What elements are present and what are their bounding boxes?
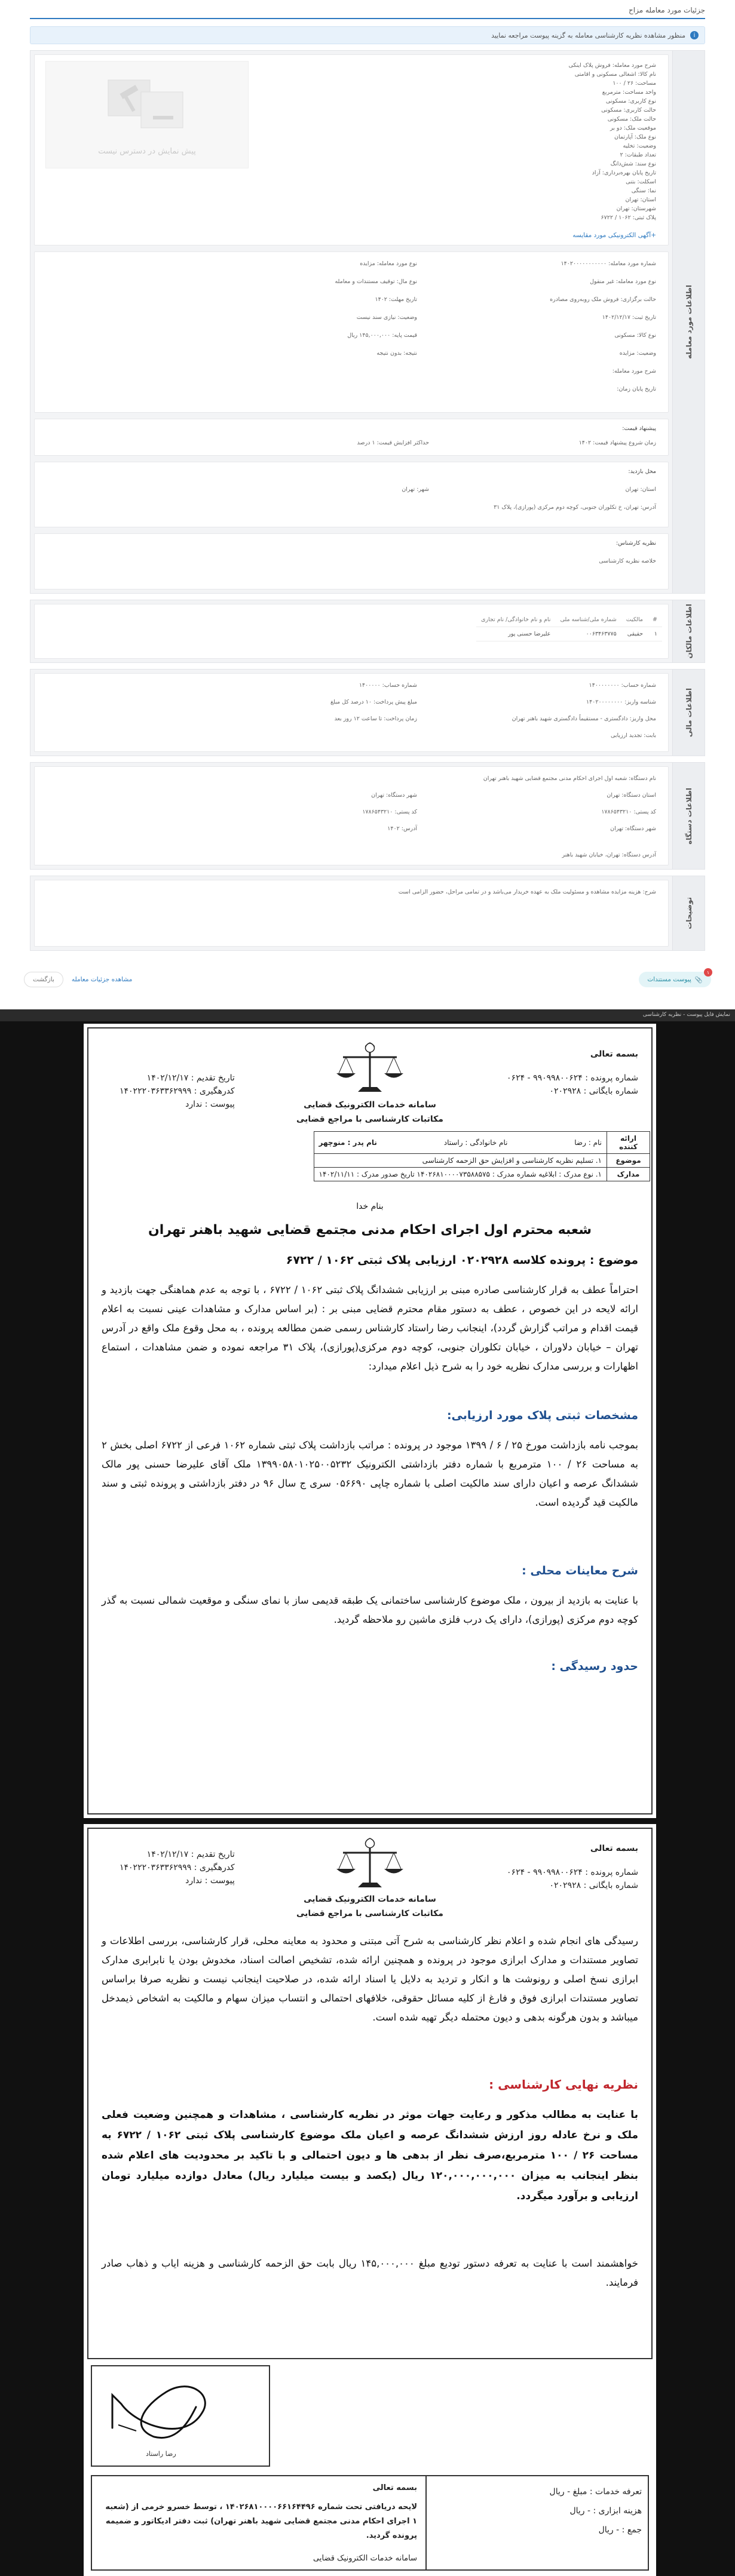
subject-label: موضوع: [607, 1154, 650, 1168]
expert-value: خلاصه نظریه کارشناسی: [599, 558, 656, 564]
documents-value: ۱. نوع مدرک : ابلاغیه شماره مدرک : ۱۴۰۲۶۸۱۰۰۰۰۷۳۵۸۸۵۷۵ تاریخ صدور مدرک : ۱۴۰۲/۱۱/۱۱: [314, 1168, 607, 1181]
documents-label: مدارک: [607, 1168, 650, 1181]
deal-info-right-line: تاریخ ثبت: ۱۴۰۲/۱۲/۱۷: [602, 314, 656, 321]
owners-cell: حقیقی: [621, 627, 648, 641]
document-page-1: [84, 1024, 656, 1818]
page2-attachment-status: پیوست : ندارد: [185, 1876, 235, 1886]
item-summary-line: حالت ملک: مسکونی: [607, 116, 656, 122]
deal-info-right-line: نوع مورد معامله: غیر منقول: [590, 278, 656, 285]
attachments-button[interactable]: [639, 969, 711, 987]
owners-header-cell: #: [648, 613, 662, 627]
receipt-box: [91, 2475, 649, 2571]
device-tab[interactable]: اطلاعات دستگاه: [672, 763, 705, 869]
final-opinion-heading: نظریه نهایی کارشناسی :: [489, 2077, 638, 2092]
attachment-viewer: [0, 1009, 735, 2576]
deal-info-right-line: حالت برگزاری: فروش ملک روبه‌روی مصادره: [550, 296, 656, 303]
file-number: شماره پرونده : ۹۹۰۹۹۸۰۰۶۲۴ - ۰۶۲۴: [507, 1073, 638, 1083]
sender-family: نام خانوادگی : راستاد: [443, 1138, 508, 1147]
notice-text: منظور مشاهده نظریه کارشناسی معامله به گزینه پیوست مراجعه نمایید: [491, 31, 685, 39]
item-summary-line: شرح مورد معامله: فروش پلاک اینکی: [568, 62, 656, 69]
deal-info-left-line: نتیجه: بدون نتیجه: [376, 350, 417, 357]
view-details-link[interactable]: مشاهده جزئیات معامله: [71, 976, 133, 983]
intro-paragraph: احتراماً عطف به قرار کارشناسی صادره مبنی بر ارزیابی ششدانگ پلاک ثبتی ۱۰۶۲ / ۶۷۲۲ ، با توجه به عدم هماهنگی جهت بازدید و ارائه لایحه در این خصوص ، عطف به دستور مقام محترم قضایی مبنی بر : (بر اساس مدارک و مشاهدات عینی نسبت به اعلام قیمت اقدام و مراتب گزارش گردد)، اینجانب رضا راستاد کارشناس رسمی ضمن مطالعه پرونده ، به محل وقوع ملک واقع در آدرس تهران – خیابان دلاوران ، خیابان تکلوران جنوبی، کوچه دوم مرکزی(پورازی)، پلاک ۳۱ مراجعه نموده و ضمن مشاهدات ، استماع اظهارات و بررسی مدارک نظریه خود را به شرح ذیل اعلام میدارد:: [102, 1284, 638, 1372]
attachment-status: پیوست : ندارد: [185, 1100, 235, 1109]
owners-section: [30, 600, 705, 663]
description-text: شرح: هزینه مزایده مشاهده و مسئولیت ملک به عهده خریدار می‌باشد و در تمامی مراحل، حضور الزامی است: [398, 889, 656, 895]
device-left-line: شهر دستگاه: تهران: [371, 792, 417, 799]
receipt-org: سامانه خدمات الکترونیک قضایی: [313, 2554, 417, 2563]
location-label: محل بازدید:: [628, 468, 656, 475]
page-title: جزئیات مورد معامله مزاح: [629, 6, 705, 14]
deal-info-right-line: تاریخ پایان زمان:: [617, 386, 656, 392]
deal-info-left-line: قیمت پایه: ۱۴۵,۰۰۰,۰۰۰ ریال: [347, 332, 417, 339]
item-image-placeholder: [45, 61, 249, 168]
item-summary-line: نوع کاربری: مسکونی: [605, 98, 656, 105]
proposal-start: زمان شروع پیشنهاد قیمت: ۱۴۰۲: [578, 440, 656, 446]
submit-date: تاریخ تقدیم : ۱۴۰۲/۱۲/۱۷: [146, 1073, 235, 1083]
inspection-paragraph: با عنایت به بازدید از بیرون ، ملک موضوع کارشناسی ساختمانی یک طبقه قدیمی ساز با نمای سنگی و موقعیت شمالی نسبت به گذر کوچه دوم مرکزی (پورازی)، دارای یک درب فلزی ماشین رو ملاحظه گردید.: [102, 1595, 638, 1625]
owners-header-row: [476, 613, 662, 627]
page2-org-name-2: مکاتبات کارشناسی با مراجع قضایی: [296, 1909, 443, 1918]
financial-right-line: شماره حساب: ۱۴۰۰۰۰۰۰۰۰: [589, 682, 656, 689]
device-left-line: آدرس: ۱۴۰۲: [387, 825, 417, 832]
deal-details-panel: [0, 0, 735, 1009]
description-tab[interactable]: توضیحات: [672, 876, 705, 950]
paperclip-icon: 📎: [694, 976, 703, 984]
inspection-heading: شرح معاینات محلی :: [522, 1564, 638, 1577]
expert-label: نظریه کارشناس:: [616, 540, 656, 546]
registration-heading: مشخصات ثبتی پلاک مورد ارزیابی:: [446, 1409, 638, 1422]
description-card: [34, 880, 669, 947]
deal-info-card: [34, 251, 669, 413]
location-city: شهر: تهران: [402, 486, 429, 493]
footer-actions: [0, 962, 735, 997]
deal-info-right-line: وضعیت: مزایده: [619, 350, 656, 357]
fee-request-paragraph: خواهشمند است با عنایت به تعرفه دستور تودیع مبلغ ۱۴۵,۰۰۰,۰۰۰ ریال بابت حق الزحمه کارشناسی و هزینه ایاب و ذهاب صادر فرمایند.: [102, 2258, 638, 2288]
item-summary-line: تاریخ پایان بهره‌برداری: آزاد: [592, 170, 656, 176]
attachments-badge: ۱: [704, 968, 712, 977]
subject-value: ۱. تسلیم نظریه کارشناسی و افزایش حق الزحمه کارشناسی: [314, 1154, 607, 1168]
sender-label: ارائه کننده: [607, 1132, 650, 1154]
table-row: [476, 627, 662, 641]
owners-header-cell: مالکیت: [621, 613, 648, 627]
item-summary-line: پلاک ثبتی: ۱۰۶۲ / ۶۷۲۲: [601, 214, 656, 221]
basmala: بسمه تعالی: [590, 1049, 638, 1059]
attachments-link[interactable]: +آگهی الکترونیکی مورد مقایسه: [572, 232, 656, 239]
financial-right-line: محل واریز: دادگستری - مستقیماً دادگستری شهید باهنر تهران: [512, 716, 656, 722]
owners-cell: علیرضا حسنی پور: [476, 627, 555, 641]
proposal-card: [34, 419, 669, 456]
item-summary-line: شهرستان: تهران: [616, 205, 656, 212]
sender-name: نام : رضا: [574, 1138, 602, 1147]
document-page-2: [84, 1824, 656, 2576]
deal-info-left-line: نوع مورد معامله: مزایده: [360, 260, 417, 267]
org-name-1: سامانه خدمات الکترونیک قضایی: [304, 1100, 436, 1110]
item-summary-line: وضعیت: تخلیه: [623, 143, 656, 149]
item-summary-line: اسکلت: بتنی: [626, 179, 656, 185]
financial-tab[interactable]: اطلاعات مالی: [672, 670, 705, 756]
details-section: [30, 50, 705, 594]
location-address: آدرس: تهران، خ تکلوران جنوبی، کوچه دوم مرکزی (پورازی)، پلاک ۳۱: [494, 504, 656, 511]
item-summary-line: نام کالا: اشغالی مسکونی و اقامتی: [574, 71, 656, 78]
item-summary-line: نوع سند: شش‌دانگ: [610, 161, 656, 167]
scope-paragraph: رسیدگی های انجام شده و اعلام نظر کارشناسی به شرح آتی مبتنی و محدود به معاینه محلی، قرار کارشناسی، بررسی اطلاعات و تصاویر مستندات و مدارک ابرازی موجود در پرونده و همچنین ارائه شده، تشخیص اصالت اسناد، مخدوش بودن یا نابرابری مدارک ابرازی نسخ اصلی و رونوشت ها و انکار و تردید به دلایل یا اسناد ارائه شده، در صلاحیت اینجانب نیست و نظریه صرفا براساس تصاویر مستندات ابرازی فوق و فارغ از کلیه مسائل حقوقی، خلافهای احتمالی و انتساب میزان سهام و مالکیت به اشخاص ذیمدخل میباشد و بدون هرگونه بدهی و دیون محتمله دیگر تهیه شده است.: [102, 1935, 638, 2023]
device-right-line: نام دستگاه: شعبه اول اجرای احکام مدنی مجتمع قضایی شهید باهنر تهران: [483, 775, 656, 782]
device-left-line: کد پستی: ۱۷۸۶۵۴۳۲۱۰: [362, 809, 417, 815]
fee-block: [550, 2482, 642, 2540]
fee-service: تعرفه خدمات : مبلغ - ریال: [549, 2487, 642, 2497]
title-underline: [30, 18, 705, 19]
registration-paragraph: بموجب نامه بازداشت مورخ ۲۵ / ۶ / ۱۳۹۹ موجود در پرونده : مراتب بازداشت پلاک ثبتی شماره ۱۰۶۲ فرعی از ۶۷۲۲ اصلی بخش ۲ به مساحت ۲۶ / ۱۰۰ مترمربع با شماره دفتر بازداشتی الکترونیک ۱۳۹۹۰۵۸۰۱۰۲۵۰۰۵۲۳۲ ملک آقای علیرضا حسنی پور مالک ششدانگ عرصه و اعیان دارای سند مالکیت اصلی با شماره چاپی ۰۵۶۶۹۰ سری ج سال ۹۶ در دفتر بازداشتی و پرونده ثبتی و سند مالکیت قید گردیده است.: [102, 1439, 638, 1508]
org-name-2: مکاتبات کارشناسی با مراجع قضایی: [296, 1114, 443, 1124]
device-address: آدرس دستگاه: تهران، خیابان شهید باهنر: [562, 852, 656, 858]
deal-info-left-line: وضعیت: نیازی سند نیست: [356, 314, 417, 321]
gavel-icon: [96, 74, 198, 140]
proposal-increment: حداکثر افزایش قیمت: ۱ درصد: [357, 440, 429, 446]
device-right-line: کد پستی: ۱۷۸۶۵۴۳۲۱۰: [601, 809, 656, 815]
device-right-line: استان دستگاه: تهران: [607, 792, 656, 799]
info-icon: i: [690, 31, 699, 39]
financial-right-line: شناسه واریز: ۱۴۰۲۰۰۰۰۰۰۰۰: [586, 699, 656, 705]
expert-card: [34, 533, 669, 589]
page2-scales-of-justice-icon: [328, 1836, 412, 1890]
owners-header-cell: نام و نام خانوادگی/ نام تجاری: [476, 613, 555, 627]
page2-archive-number: شماره بایگانی : ۰۲۰۲۹۲۸: [549, 1881, 638, 1890]
receipt-text-block: [92, 2476, 427, 2569]
page2-file-number: شماره پرونده : ۹۹۰۹۹۸۰۰۶۲۴ - ۰۶۲۴: [507, 1868, 638, 1877]
handwritten-signature: [100, 2371, 220, 2449]
case-info-table: [314, 1131, 650, 1181]
case-topic: موضوع : پرونده کلاسه ۰۲۰۲۹۲۸ ارزیابی پلاک ثبتی ۱۰۶۲ / ۶۷۲۲: [286, 1254, 638, 1267]
tracking-code: کدرهگیری : ۱۴۰۲۲۲۰۳۶۳۳۶۲۹۹۹: [120, 1086, 235, 1096]
notice-bar: [30, 26, 705, 44]
signature-box: [91, 2365, 270, 2467]
owners-table: [476, 613, 662, 641]
owners-card: [34, 604, 669, 659]
fee-post: هزینه ابزاری : - ریال: [569, 2506, 642, 2516]
device-card: [34, 766, 669, 865]
financial-card: [34, 673, 669, 752]
scope-heading: حدود رسیدگی :: [551, 1660, 638, 1673]
deal-info-right-line: شماره مورد معامله: ۱۴۰۲۰۰۰۰۰۰۰۰۰۰۰: [561, 260, 656, 267]
item-summary-line: موقعیت ملک: دو بر: [610, 125, 656, 131]
item-summary-line: نما: سنگی: [631, 188, 656, 194]
court-name: شعبه محترم اول اجرای احکام مدنی مجتمع قضایی شهید باهنر تهران: [148, 1223, 592, 1238]
owners-header-cell: شماره ملی/شناسه ملی: [555, 613, 621, 627]
location-province: استان: تهران: [625, 486, 656, 493]
sender-father: نام پدر : منوچهر: [318, 1138, 377, 1147]
item-summary-line: حالت کاربری: مسکونی: [601, 107, 656, 113]
viewer-header: نمایش فایل پیوست - نظریه کارشناسی: [0, 1009, 735, 1021]
financial-right-line: بابت: تجدید ارزیابی: [610, 732, 656, 739]
receipt-text: لایحه دریافتی تحت شماره ۱۴۰۲۶۸۱۰۰۰۰۶۶۱۶۴۴۹۶ ، توسط خسرو خرمی از (شعبه ۱ اجرای احکام مدنی مجتمع قضایی شهید باهنر تهران) ثبت دفتر ادیکاتور و ضمیمه پرونده گردید.: [105, 2503, 417, 2540]
deal-info-right-line: شرح مورد معامله:: [612, 368, 656, 374]
attachments-button-label: پیوست مستندات: [647, 976, 691, 983]
bismillah: بنام خدا: [356, 1202, 384, 1211]
proposal-label: پیشنهاد قیمت:: [622, 425, 656, 432]
financial-left-line: مبلغ پیش پرداخت: ۱۰ درصد کل مبلغ: [330, 699, 417, 705]
deal-info-right-line: نوع کالا: مسکونی: [614, 332, 656, 339]
owners-body: [476, 627, 662, 641]
page2-basmala: بسمه تعالی: [590, 1844, 638, 1853]
item-summary-line: مساحت: ۲۶ / ۱۰۰: [612, 80, 656, 87]
sender-cell: [314, 1132, 607, 1154]
device-section: [30, 762, 705, 870]
receipt-basmala: بسمه تعالی: [372, 2483, 417, 2492]
owners-cell: ۱: [648, 627, 662, 641]
image-caption: پیش نمایش در دسترس نیست: [98, 146, 196, 156]
signer-name: رضا راستاد: [146, 2450, 176, 2458]
deal-info-left-line: تاریخ مهلت: ۱۴۰۲: [375, 296, 417, 303]
page2-submit-date: تاریخ تقدیم : ۱۴۰۲/۱۲/۱۷: [146, 1850, 235, 1859]
financial-left-line: شماره حساب: ۱۴۰۰۰۰۰: [359, 682, 417, 689]
final-opinion-paragraph: با عنایت به مطالب مذکور و رعایت جهات موثر در نظریه کارشناسی ، مشاهدات و همچنین وضعیت فعلی ملک و نرخ عادله روز ارزش ششدانگ عرصه و اعیان ملک موضوع کارشناسی پلاک ثبتی ۱۰۶۲ / ۶۷۲۲ به مساحت ۲۶ / ۱۰۰ مترمربع،صرف نظر از بدهی ها و دیون احتمالی و با تاکید بر محدودیت های اعلام شده بنظر اینجانب به میزان ۱۲۰,۰۰۰,۰۰۰,۰۰۰ ریال (یکصد و بیست میلیارد ریال) معادل دوازده میلیارد تومان ارزیابی و برآورد میگردد.: [102, 2109, 639, 2202]
item-summary-line: استان: تهران: [625, 196, 656, 203]
fee-total: جمع : - ریال: [598, 2525, 642, 2535]
description-section: [30, 876, 705, 951]
item-summary-line: تعداد طبقات: ۲: [620, 152, 656, 158]
archive-number: شماره بایگانی : ۰۲۰۲۹۲۸: [549, 1086, 638, 1096]
page2-tracking-code: کدرهگیری : ۱۴۰۲۲۲۰۳۶۳۳۶۲۹۹۹: [120, 1863, 235, 1872]
item-summary-card: [34, 54, 669, 245]
location-card: [34, 462, 669, 527]
footer-left-actions: [24, 972, 132, 987]
page2-header-left: [120, 1848, 235, 1887]
financial-left-line: زمان پرداخت: تا ساعت ۱۲ روز بعد: [334, 716, 417, 722]
owners-tab[interactable]: اطلاعات مالکان: [672, 600, 705, 662]
page2-org-name-1: سامانه خدمات الکترونیک قضایی: [304, 1895, 436, 1904]
deal-info-left-line: نوع مال: توقیف مستندات و معامله: [335, 278, 417, 285]
item-summary-line: نوع ملک: آپارتمان: [614, 134, 656, 140]
header-right-block: [507, 1048, 638, 1098]
back-button[interactable]: بازگشت: [24, 972, 63, 987]
scales-of-justice-icon: [328, 1040, 412, 1094]
device-right-line: شهر دستگاه: تهران: [610, 825, 656, 832]
financial-section: [30, 669, 705, 756]
page2-header-right: [507, 1842, 638, 1892]
details-tab[interactable]: اطلاعات مورد معامله: [672, 51, 705, 593]
item-summary-line: واحد مساحت: مترمربع: [602, 89, 656, 96]
owners-cell: ۰۰۶۳۴۶۳۷۷۵: [555, 627, 621, 641]
